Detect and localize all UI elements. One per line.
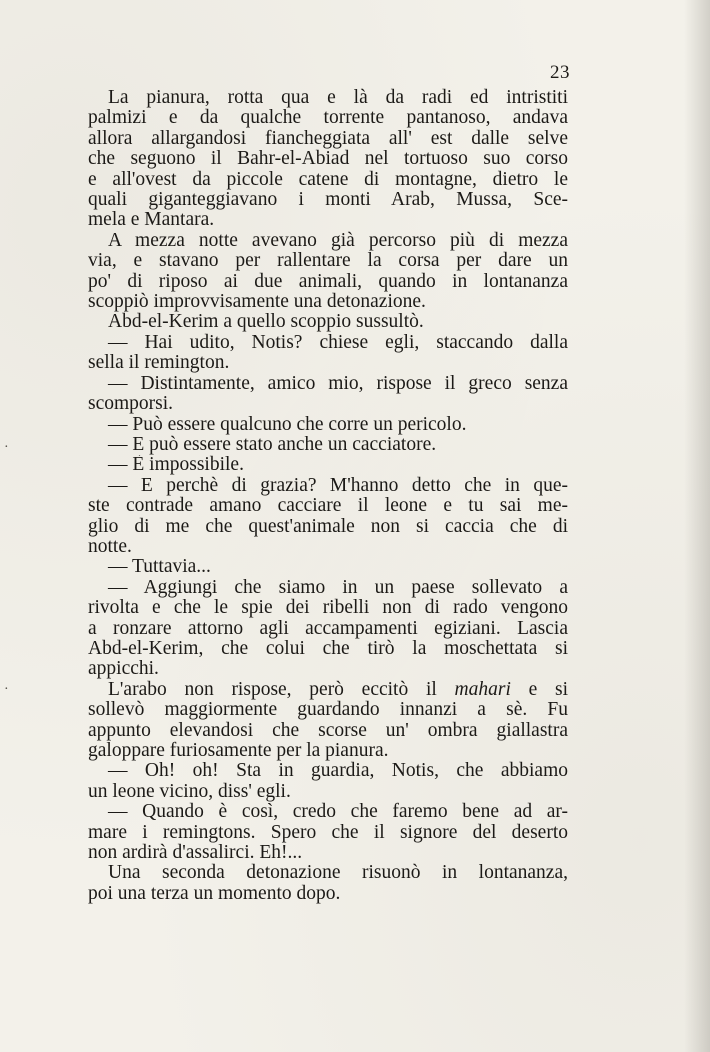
text-line: scomporsi. — [88, 394, 174, 415]
text-line: e all'ovest da piccole catene di montagne, dietro le — [88, 169, 568, 190]
text-line: A mezza notte avevano già percorso più di mezza — [108, 230, 568, 251]
text-line: galoppare furiosamente per la pianura. — [88, 741, 389, 761]
text-line: — E perchè di grazia? M'hanno detto che in que- — [108, 475, 568, 496]
margin-mark-2: · — [4, 682, 9, 697]
text-line: appicchi. — [88, 659, 159, 680]
text-line: — E può essere stato anche un cacciatore. — [108, 434, 437, 455]
text-line: ste contrade amano cacciare il leone e tu sai me- — [88, 496, 568, 517]
text-line — [88, 680, 568, 700]
text-line: po' di riposo ai due animali, quando in lontananza — [88, 271, 568, 292]
text-line: scoppiò improvvisamente una detonazione. — [88, 292, 426, 313]
text-line: Abd-el-Kerim, che colui che tirò la moschettata si — [88, 638, 568, 659]
text-line: mela e Mantara. — [88, 210, 215, 231]
text-line: poi una terza un momento dopo. — [88, 883, 341, 904]
text-line: — È impossibile. — [108, 455, 244, 476]
text-fragment: e si — [528, 679, 568, 700]
text-line: — Può essere qualcuno che corre un pericolo. — [108, 414, 467, 435]
text-line: sella il remington. — [88, 353, 230, 374]
text-line: appunto elevandosi che scorse un' ombra giallastra — [88, 720, 568, 741]
text-line: non ardirà d'assalirci. Eh!... — [88, 843, 303, 864]
text-line: rivolta e che le spie dei ribelli non di rado vengono — [88, 598, 568, 619]
text-line: — Tuttavia... — [108, 557, 211, 578]
text-line: sollevò maggiormente guardando innanzi a sè. Fu — [88, 700, 568, 721]
text-fragment: L'arabo non rispose, però eccitò il — [108, 679, 437, 700]
italic-word-mahari: mahari — [454, 679, 511, 700]
text-line: La pianura, rotta qua e là da radi ed intristiti — [108, 88, 568, 108]
text-line: a ronzare attorno agli accampamenti egiziani. Lascia — [88, 618, 568, 639]
text-line: un leone vicino, diss' egli. — [88, 781, 291, 802]
text-line: allora allargandosi fiancheggiata all' est dalle selve — [88, 128, 568, 149]
text-line: — Quando è così, credo che faremo bene ad ar- — [108, 802, 568, 823]
text-line: Abd-el-Kerim a quello scoppio sussultò. — [108, 312, 424, 333]
text-line: via, e stavano per rallentare la corsa per dare un — [88, 251, 568, 272]
page-edge-shadow — [684, 0, 710, 1052]
text-line: quali giganteggiavano i monti Arab, Mussa, Sce- — [88, 190, 568, 211]
text-line: Una seconda detonazione risuonò in lontananza, — [108, 863, 568, 884]
text-line: notte. — [88, 536, 132, 557]
text-line: — Hai udito, Notis? chiese egli, staccando dalla — [108, 332, 568, 353]
text-line: — Oh! oh! Sta in guardia, Notis, che abbiamo — [108, 761, 568, 782]
text-line: che seguono il Bahr-el-Abiad nel tortuoso suo corso — [88, 149, 568, 170]
text-line: — Aggiungi che siamo in un paese sollevato a — [108, 577, 568, 598]
page-number: 23 — [550, 62, 570, 83]
margin-mark-1: · — [4, 440, 9, 455]
body-text — [88, 88, 568, 904]
text-line: glio di me che quest'animale non si caccia che di — [88, 516, 568, 537]
text-line: palmizi e da qualche torrente pantanoso, andava — [88, 108, 568, 129]
text-line: mare i remingtons. Spero che il signore del deserto — [88, 822, 568, 843]
text-line: — Distintamente, amico mio, rispose il greco senza — [108, 373, 568, 394]
